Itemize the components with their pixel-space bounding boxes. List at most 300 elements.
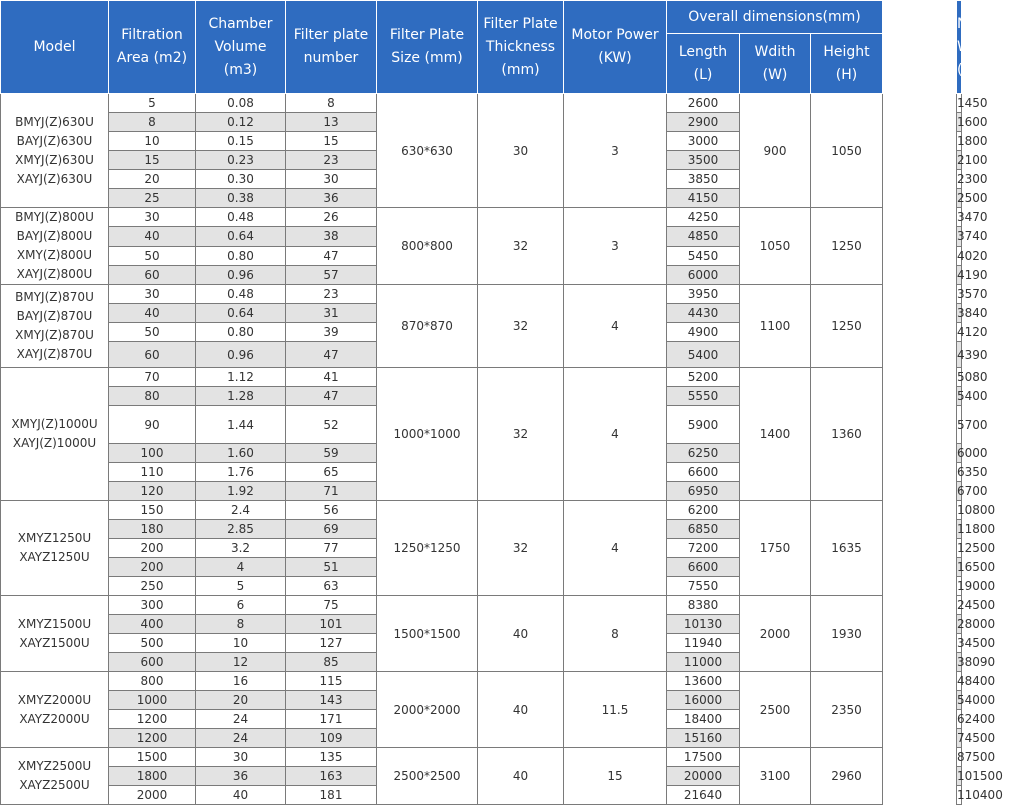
length-cell: 21640 <box>667 786 740 805</box>
plates-cell: 69 <box>286 520 377 539</box>
model-name: XMYZ1250U <box>17 531 92 545</box>
thickness-cell: 32 <box>478 368 564 501</box>
header-power: Motor Power (KW) <box>564 1 667 94</box>
area-cell: 1200 <box>109 710 196 729</box>
width-cell: 2000 <box>740 596 811 672</box>
size-cell: 2500*2500 <box>377 748 478 805</box>
plates-cell: 63 <box>286 577 377 596</box>
volume-cell: 3.2 <box>196 539 286 558</box>
length-cell: 5550 <box>667 387 740 406</box>
volume-cell: 1.60 <box>196 444 286 463</box>
length-cell: 4430 <box>667 304 740 323</box>
width-cell: 900 <box>740 94 811 208</box>
volume-cell: 0.38 <box>196 189 286 208</box>
table-row <box>1 285 1032 304</box>
plates-cell: 65 <box>286 463 377 482</box>
area-cell: 70 <box>109 368 196 387</box>
spacer-cell <box>883 634 957 653</box>
height-cell: 1050 <box>811 94 883 208</box>
weight-cell: 5400 <box>957 387 962 406</box>
volume-cell: 30 <box>196 748 286 767</box>
weight-cell: 12500 <box>957 539 962 558</box>
weight-cell: 10800 <box>957 501 962 520</box>
plates-cell: 59 <box>286 444 377 463</box>
spacer-cell <box>883 748 957 767</box>
size-cell: 800*800 <box>377 208 478 285</box>
spacer-cell <box>883 132 957 151</box>
area-cell: 110 <box>109 463 196 482</box>
size-cell: 2000*2000 <box>377 672 478 748</box>
header-height: Height (H) <box>811 34 883 94</box>
weight-cell: 1450 <box>957 94 962 113</box>
plates-cell: 41 <box>286 368 377 387</box>
volume-cell: 0.48 <box>196 285 286 304</box>
weight-cell: 11800 <box>957 520 962 539</box>
weight-cell: 19000 <box>957 577 962 596</box>
volume-cell: 0.30 <box>196 170 286 189</box>
spacer-cell <box>883 501 957 520</box>
volume-cell: 1.92 <box>196 482 286 501</box>
area-cell: 60 <box>109 342 196 368</box>
weight-cell: 5700 <box>957 406 962 444</box>
power-cell: 8 <box>564 596 667 672</box>
length-cell: 4250 <box>667 208 740 227</box>
spacer-cell <box>883 208 957 227</box>
length-cell: 6600 <box>667 463 740 482</box>
spacer-cell <box>883 304 957 323</box>
weight-cell: 74500 <box>957 729 962 748</box>
length-cell: 2900 <box>667 113 740 132</box>
area-cell: 1200 <box>109 729 196 748</box>
plates-cell: 23 <box>286 151 377 170</box>
thickness-cell: 30 <box>478 94 564 208</box>
model-name: XMYZ2500U <box>17 759 92 773</box>
length-cell: 5900 <box>667 406 740 444</box>
spacer-cell <box>883 767 957 786</box>
plates-cell: 56 <box>286 501 377 520</box>
volume-cell: 24 <box>196 710 286 729</box>
length-cell: 6000 <box>667 265 740 284</box>
spacer-cell <box>883 170 957 189</box>
weight-cell: 1800 <box>957 132 962 151</box>
spacer-cell <box>883 786 957 805</box>
header-width: Wdith (W) <box>740 34 811 94</box>
spacer-cell <box>883 482 957 501</box>
area-cell: 1500 <box>109 748 196 767</box>
length-cell: 4150 <box>667 189 740 208</box>
table-row <box>1 672 1032 691</box>
size-cell: 870*870 <box>377 285 478 368</box>
spacer-cell <box>883 729 957 748</box>
header-area: Filtration Area (m2) <box>109 1 196 94</box>
volume-cell: 0.64 <box>196 227 286 246</box>
power-cell: 15 <box>564 748 667 805</box>
weight-cell: 24500 <box>957 596 962 615</box>
area-cell: 90 <box>109 406 196 444</box>
weight-cell: 3570 <box>957 285 962 304</box>
spacer-cell <box>883 672 957 691</box>
plates-cell: 181 <box>286 786 377 805</box>
weight-cell: 38090 <box>957 653 962 672</box>
volume-cell: 16 <box>196 672 286 691</box>
area-cell: 200 <box>109 539 196 558</box>
weight-cell: 6000 <box>957 444 962 463</box>
plates-cell: 57 <box>286 265 377 284</box>
length-cell: 18400 <box>667 710 740 729</box>
length-cell: 5400 <box>667 342 740 368</box>
model-name: BMYJ(Z)800U <box>15 210 94 224</box>
length-cell: 8380 <box>667 596 740 615</box>
spacer-cell <box>883 246 957 265</box>
weight-cell: 34500 <box>957 634 962 653</box>
thickness-cell: 40 <box>478 748 564 805</box>
weight-cell: 4190 <box>957 265 962 284</box>
weight-cell: 4390 <box>957 342 962 368</box>
model-cell <box>1 501 109 596</box>
volume-cell: 1.76 <box>196 463 286 482</box>
plates-cell: 71 <box>286 482 377 501</box>
length-cell: 5450 <box>667 246 740 265</box>
length-cell: 4900 <box>667 323 740 342</box>
model-name: XAYJ(Z)1000U <box>12 436 97 450</box>
volume-cell: 1.12 <box>196 368 286 387</box>
power-cell: 11.5 <box>564 672 667 748</box>
spacer-cell <box>883 691 957 710</box>
length-cell: 3850 <box>667 170 740 189</box>
height-cell: 1250 <box>811 285 883 368</box>
table-header <box>1 1 1032 94</box>
spacer-cell <box>883 653 957 672</box>
weight-cell: 28000 <box>957 615 962 634</box>
length-cell: 6950 <box>667 482 740 501</box>
header-overall: Overall dimensions(mm) <box>667 1 883 34</box>
plates-cell: 52 <box>286 406 377 444</box>
volume-cell: 0.15 <box>196 132 286 151</box>
plates-cell: 13 <box>286 113 377 132</box>
plates-cell: 38 <box>286 227 377 246</box>
volume-cell: 1.44 <box>196 406 286 444</box>
spacer-cell <box>883 323 957 342</box>
weight-cell: 3470 <box>957 208 962 227</box>
model-name: XAYJ(Z)870U <box>16 347 93 361</box>
size-cell: 1000*1000 <box>377 368 478 501</box>
spacer-cell <box>883 596 957 615</box>
volume-cell: 0.80 <box>196 323 286 342</box>
volume-cell: 2.85 <box>196 520 286 539</box>
weight-cell: 5080 <box>957 368 962 387</box>
weight-cell: 3740 <box>957 227 962 246</box>
volume-cell: 8 <box>196 615 286 634</box>
spacer-cell <box>883 342 957 368</box>
plates-cell: 15 <box>286 132 377 151</box>
volume-cell: 0.64 <box>196 304 286 323</box>
weight-cell: 4020 <box>957 246 962 265</box>
area-cell: 10 <box>109 132 196 151</box>
volume-cell: 0.23 <box>196 151 286 170</box>
area-cell: 50 <box>109 246 196 265</box>
weight-cell: 62400 <box>957 710 962 729</box>
thickness-cell: 32 <box>478 208 564 285</box>
thickness-cell: 40 <box>478 596 564 672</box>
length-cell: 2600 <box>667 94 740 113</box>
power-cell: 4 <box>564 368 667 501</box>
height-cell: 1930 <box>811 596 883 672</box>
area-cell: 400 <box>109 615 196 634</box>
table-row <box>1 501 1032 520</box>
weight-cell: 16500 <box>957 558 962 577</box>
model-name: XMYJ(Z)870U <box>15 328 94 342</box>
plates-cell: 36 <box>286 189 377 208</box>
length-cell: 15160 <box>667 729 740 748</box>
area-cell: 150 <box>109 501 196 520</box>
volume-cell: 12 <box>196 653 286 672</box>
area-cell: 15 <box>109 151 196 170</box>
area-cell: 1000 <box>109 691 196 710</box>
spacer-cell <box>883 265 957 284</box>
spacer-cell <box>883 189 957 208</box>
area-cell: 20 <box>109 170 196 189</box>
model-name: XMYZ1500U <box>17 616 92 631</box>
plates-cell: 101 <box>286 615 377 634</box>
model-name: XMYZ2000U <box>17 692 92 707</box>
plates-cell: 127 <box>286 634 377 653</box>
length-cell: 10130 <box>667 615 740 634</box>
volume-cell: 0.96 <box>196 265 286 284</box>
length-cell: 11940 <box>667 634 740 653</box>
volume-cell: 2.4 <box>196 501 286 520</box>
model-cell <box>1 94 109 208</box>
header-plates: Filter plate number <box>286 1 377 94</box>
table-body <box>1 94 1032 805</box>
length-cell: 6250 <box>667 444 740 463</box>
header-volume: Chamber Volume (m3) <box>196 1 286 94</box>
weight-cell: 3840 <box>957 304 962 323</box>
spacer-cell <box>883 285 957 304</box>
area-cell: 80 <box>109 387 196 406</box>
weight-cell: 2100 <box>957 151 962 170</box>
model-name: XAYZ1500U <box>19 635 90 650</box>
size-cell: 1500*1500 <box>377 596 478 672</box>
volume-cell: 20 <box>196 691 286 710</box>
plates-cell: 30 <box>286 170 377 189</box>
spacer-cell <box>883 227 957 246</box>
model-name: BMYJ(Z)870U <box>15 290 94 304</box>
area-cell: 800 <box>109 672 196 691</box>
volume-cell: 0.80 <box>196 246 286 265</box>
spacer-cell <box>883 520 957 539</box>
header-spacer <box>883 1 957 94</box>
length-cell: 4850 <box>667 227 740 246</box>
header-length: Length (L) <box>667 34 740 94</box>
volume-cell: 4 <box>196 558 286 577</box>
power-cell: 4 <box>564 501 667 596</box>
length-cell: 17500 <box>667 748 740 767</box>
model-name: XAYJ(Z)800U <box>16 267 93 281</box>
volume-cell: 24 <box>196 729 286 748</box>
spacer-cell <box>883 387 957 406</box>
length-cell: 7200 <box>667 539 740 558</box>
width-cell: 3100 <box>740 748 811 805</box>
plates-cell: 115 <box>286 672 377 691</box>
plates-cell: 8 <box>286 94 377 113</box>
thickness-cell: 32 <box>478 501 564 596</box>
spacer-cell <box>883 710 957 729</box>
model-name: BAYJ(Z)870U <box>16 309 93 323</box>
height-cell: 1360 <box>811 368 883 501</box>
model-name: XAYZ1250U <box>19 550 90 564</box>
weight-cell: 6350 <box>957 463 962 482</box>
plates-cell: 163 <box>286 767 377 786</box>
width-cell: 1750 <box>740 501 811 596</box>
volume-cell: 6 <box>196 596 286 615</box>
model-name: BAYJ(Z)630U <box>16 133 93 148</box>
area-cell: 5 <box>109 94 196 113</box>
width-cell: 2500 <box>740 672 811 748</box>
plates-cell: 109 <box>286 729 377 748</box>
volume-cell: 0.08 <box>196 94 286 113</box>
header-weight: Net Weight (KG) <box>957 1 962 94</box>
length-cell: 20000 <box>667 767 740 786</box>
width-cell: 1100 <box>740 285 811 368</box>
table-row <box>1 748 1032 767</box>
model-cell <box>1 208 109 285</box>
plates-cell: 47 <box>286 387 377 406</box>
area-cell: 40 <box>109 227 196 246</box>
header-size: Filter Plate Size (mm) <box>377 1 478 94</box>
width-cell: 1400 <box>740 368 811 501</box>
plates-cell: 51 <box>286 558 377 577</box>
area-cell: 30 <box>109 208 196 227</box>
height-cell: 2960 <box>811 748 883 805</box>
volume-cell: 1.28 <box>196 387 286 406</box>
weight-cell: 101500 <box>957 767 962 786</box>
weight-cell: 6700 <box>957 482 962 501</box>
area-cell: 500 <box>109 634 196 653</box>
plates-cell: 39 <box>286 323 377 342</box>
power-cell: 3 <box>564 94 667 208</box>
model-name: XMY(Z)800U <box>16 248 93 262</box>
area-cell: 100 <box>109 444 196 463</box>
length-cell: 13600 <box>667 672 740 691</box>
area-cell: 30 <box>109 285 196 304</box>
area-cell: 40 <box>109 304 196 323</box>
length-cell: 16000 <box>667 691 740 710</box>
length-cell: 3000 <box>667 132 740 151</box>
length-cell: 6200 <box>667 501 740 520</box>
spacer-cell <box>883 444 957 463</box>
model-name: XAYJ(Z)630U <box>16 171 93 186</box>
table-row <box>1 94 1032 113</box>
power-cell: 4 <box>564 285 667 368</box>
plates-cell: 23 <box>286 285 377 304</box>
length-cell: 3500 <box>667 151 740 170</box>
plates-cell: 135 <box>286 748 377 767</box>
weight-cell: 110400 <box>957 786 962 805</box>
volume-cell: 40 <box>196 786 286 805</box>
plates-cell: 47 <box>286 246 377 265</box>
model-name: BMYJ(Z)630U <box>15 114 94 129</box>
volume-cell: 10 <box>196 634 286 653</box>
model-name: BAYJ(Z)800U <box>16 229 93 243</box>
area-cell: 300 <box>109 596 196 615</box>
plates-cell: 143 <box>286 691 377 710</box>
height-cell: 1250 <box>811 208 883 285</box>
plates-cell: 77 <box>286 539 377 558</box>
plates-cell: 31 <box>286 304 377 323</box>
spacer-cell <box>883 94 957 113</box>
plates-cell: 47 <box>286 342 377 368</box>
model-cell <box>1 285 109 368</box>
weight-cell: 4120 <box>957 323 962 342</box>
area-cell: 25 <box>109 189 196 208</box>
model-name: XMYJ(Z)630U <box>15 152 94 167</box>
weight-cell: 1600 <box>957 113 962 132</box>
table-row <box>1 368 1032 387</box>
table-row <box>1 208 1032 227</box>
volume-cell: 0.12 <box>196 113 286 132</box>
thickness-cell: 40 <box>478 672 564 748</box>
length-cell: 11000 <box>667 653 740 672</box>
size-cell: 630*630 <box>377 94 478 208</box>
spacer-cell <box>883 151 957 170</box>
area-cell: 200 <box>109 558 196 577</box>
volume-cell: 5 <box>196 577 286 596</box>
length-cell: 6600 <box>667 558 740 577</box>
spacer-cell <box>883 368 957 387</box>
area-cell: 250 <box>109 577 196 596</box>
length-cell: 3950 <box>667 285 740 304</box>
volume-cell: 36 <box>196 767 286 786</box>
weight-cell: 2500 <box>957 189 962 208</box>
area-cell: 600 <box>109 653 196 672</box>
header-model: Model <box>1 1 109 94</box>
spacer-cell <box>883 558 957 577</box>
area-cell: 120 <box>109 482 196 501</box>
area-cell: 180 <box>109 520 196 539</box>
weight-cell: 48400 <box>957 672 962 691</box>
height-cell: 2350 <box>811 672 883 748</box>
spacer-cell <box>883 539 957 558</box>
thickness-cell: 32 <box>478 285 564 368</box>
model-name: XAYZ2000U <box>19 711 90 726</box>
plates-cell: 26 <box>286 208 377 227</box>
size-cell: 1250*1250 <box>377 501 478 596</box>
weight-cell: 87500 <box>957 748 962 767</box>
model-cell <box>1 368 109 501</box>
spacer-cell <box>883 406 957 444</box>
height-cell: 1635 <box>811 501 883 596</box>
volume-cell: 0.96 <box>196 342 286 368</box>
area-cell: 2000 <box>109 786 196 805</box>
spacer-cell <box>883 577 957 596</box>
model-name: XMYJ(Z)1000U <box>11 417 98 431</box>
model-name: XAYZ2500U <box>19 778 90 792</box>
length-cell: 5200 <box>667 368 740 387</box>
plates-cell: 75 <box>286 596 377 615</box>
model-cell <box>1 748 109 805</box>
area-cell: 8 <box>109 113 196 132</box>
model-cell <box>1 596 109 672</box>
weight-cell: 2300 <box>957 170 962 189</box>
power-cell: 3 <box>564 208 667 285</box>
area-cell: 1800 <box>109 767 196 786</box>
spacer-cell <box>883 615 957 634</box>
model-cell <box>1 672 109 748</box>
spacer-cell <box>883 463 957 482</box>
area-cell: 50 <box>109 323 196 342</box>
plates-cell: 171 <box>286 710 377 729</box>
spacer-cell <box>883 113 957 132</box>
